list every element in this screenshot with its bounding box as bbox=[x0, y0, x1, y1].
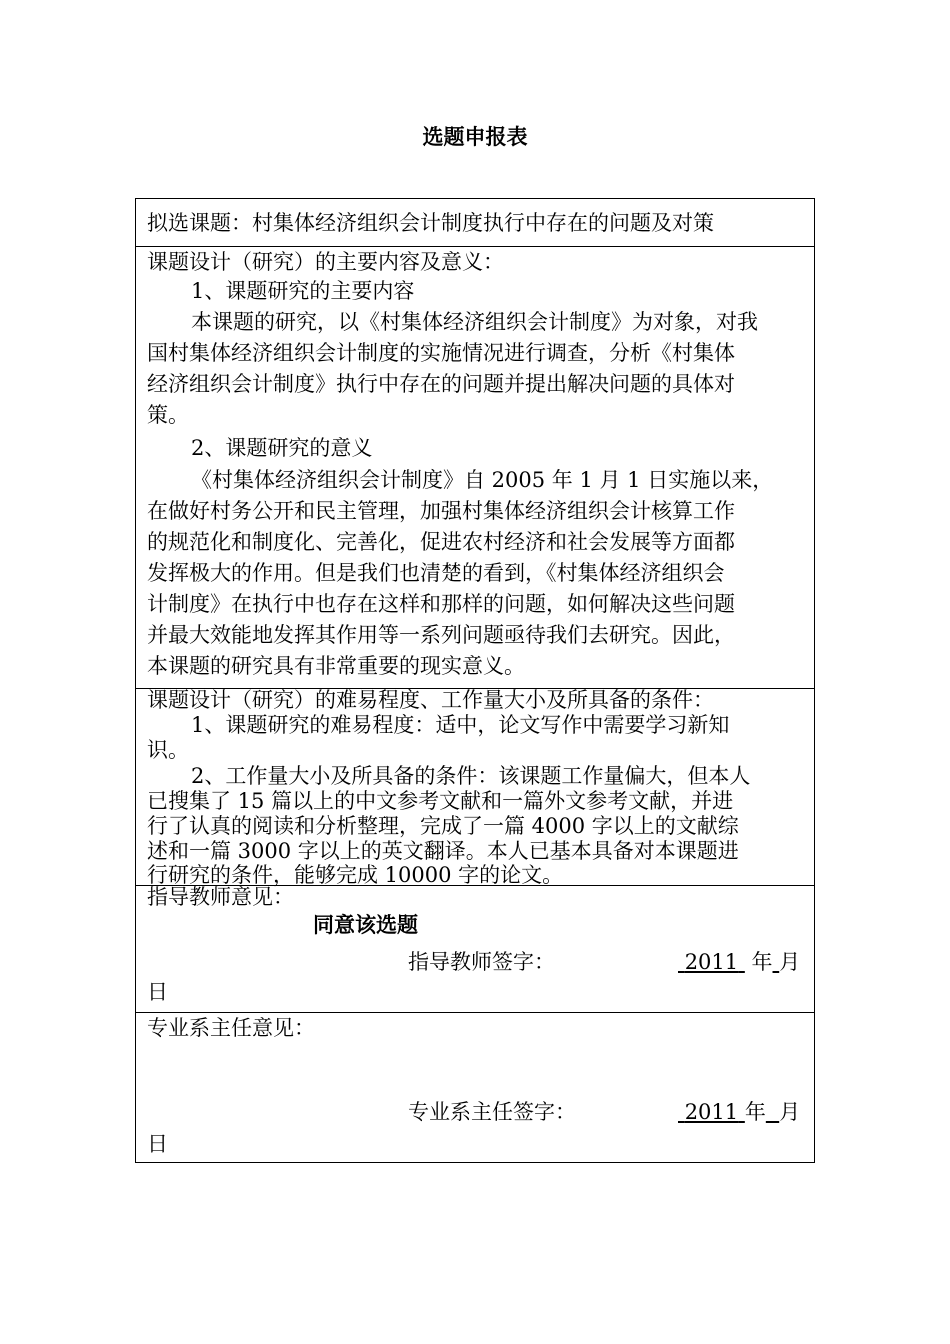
year-unit: 年 bbox=[751, 950, 773, 974]
workload-paragraph-line: 2、工作量大小及所具备的条件：该课题工作量偏大，但本人 bbox=[191, 764, 751, 788]
content-heading: 课题设计（研究）的主要内容及意义： bbox=[147, 250, 504, 274]
month-blank bbox=[766, 1100, 779, 1124]
content-paragraph-line: 国村集体经济组织会计制度的实施情况进行调查，分析《村集体 bbox=[147, 341, 735, 365]
director-sign-label: 专业系主任签字： bbox=[408, 1100, 576, 1124]
topic-row bbox=[136, 199, 814, 247]
significance-paragraph-line: 的规范化和制度化、完善化，促进农村经济和社会发展等方面都 bbox=[147, 530, 735, 554]
advisor-date bbox=[678, 947, 808, 977]
director-section bbox=[136, 1013, 814, 1162]
content-subheading-1: 1、课题研究的主要内容 bbox=[191, 279, 415, 303]
content-section bbox=[136, 247, 814, 689]
advisor-day-unit: 日 bbox=[147, 980, 168, 1004]
workload-paragraph-line: 行研究的条件，能够完成 10000 字的论文。 bbox=[147, 863, 564, 887]
workload-paragraph-line: 行了认真的阅读和分析整理，完成了一篇 4000 字以上的文献综 bbox=[147, 814, 739, 838]
significance-paragraph-line: 计制度》在执行中也存在这样和那样的问题，如何解决这些问题 bbox=[147, 592, 735, 616]
director-day-unit: 日 bbox=[147, 1132, 168, 1156]
director-date bbox=[678, 1097, 808, 1127]
advisor-sign-label: 指导教师签字： bbox=[408, 950, 555, 974]
significance-paragraph-line: 在做好村务公开和民主管理，加强村集体经济组织会计核算工作 bbox=[147, 499, 735, 523]
director-opinion-label: 专业系主任意见： bbox=[147, 1016, 315, 1040]
month-unit: 月 bbox=[779, 950, 801, 974]
advisor-opinion-label: 指导教师意见： bbox=[147, 885, 294, 909]
content-paragraph-line: 策。 bbox=[147, 403, 189, 427]
workload-paragraph-line: 已搜集了 15 篇以上的中文参考文献和一篇外文参考文献，并进 bbox=[147, 789, 734, 813]
content-paragraph-line: 经济组织会计制度》执行中存在的问题并提出解决问题的具体对 bbox=[147, 372, 735, 396]
content-subheading-2: 2、课题研究的意义 bbox=[191, 436, 373, 460]
advisor-section bbox=[136, 886, 814, 1013]
workload-paragraph-line: 述和一篇 3000 字以上的英文翻译。本人已基本具备对本课题进 bbox=[147, 839, 739, 863]
year-unit: 年 bbox=[744, 1100, 766, 1124]
significance-paragraph-line: 并最大效能地发挥其作用等一系列问题亟待我们去研究。因此， bbox=[147, 623, 735, 647]
significance-paragraph-line: 《村集体经济组织会计制度》自 2005 年 1 月 1 日实施以来， bbox=[191, 468, 774, 492]
advisor-opinion-text: 同意该选题 bbox=[313, 913, 418, 937]
significance-paragraph-line: 发挥极大的作用。但是我们也清楚的看到，《村集体经济组织会 bbox=[147, 561, 725, 585]
difficulty-paragraph-line: 1、课题研究的难易程度：适中，论文写作中需要学习新知 bbox=[191, 713, 730, 737]
page-title: 选题申报表 bbox=[422, 125, 528, 149]
advisor-date-year: 2011 bbox=[684, 950, 739, 974]
difficulty-section bbox=[136, 689, 814, 886]
difficulty-paragraph-line: 识。 bbox=[147, 738, 189, 762]
significance-paragraph-line: 本课题的研究具有非常重要的现实意义。 bbox=[147, 654, 525, 678]
application-form bbox=[135, 198, 815, 1163]
month-unit: 月 bbox=[779, 1100, 801, 1124]
difficulty-heading: 课题设计（研究）的难易程度、工作量大小及所具备的条件： bbox=[147, 688, 714, 712]
topic-line: 拟选课题：村集体经济组织会计制度执行中存在的问题及对策 bbox=[147, 211, 714, 235]
director-date-year: 2011 bbox=[684, 1100, 739, 1124]
content-paragraph-line: 本课题的研究，以《村集体经济组织会计制度》为对象，对我 bbox=[191, 310, 758, 334]
